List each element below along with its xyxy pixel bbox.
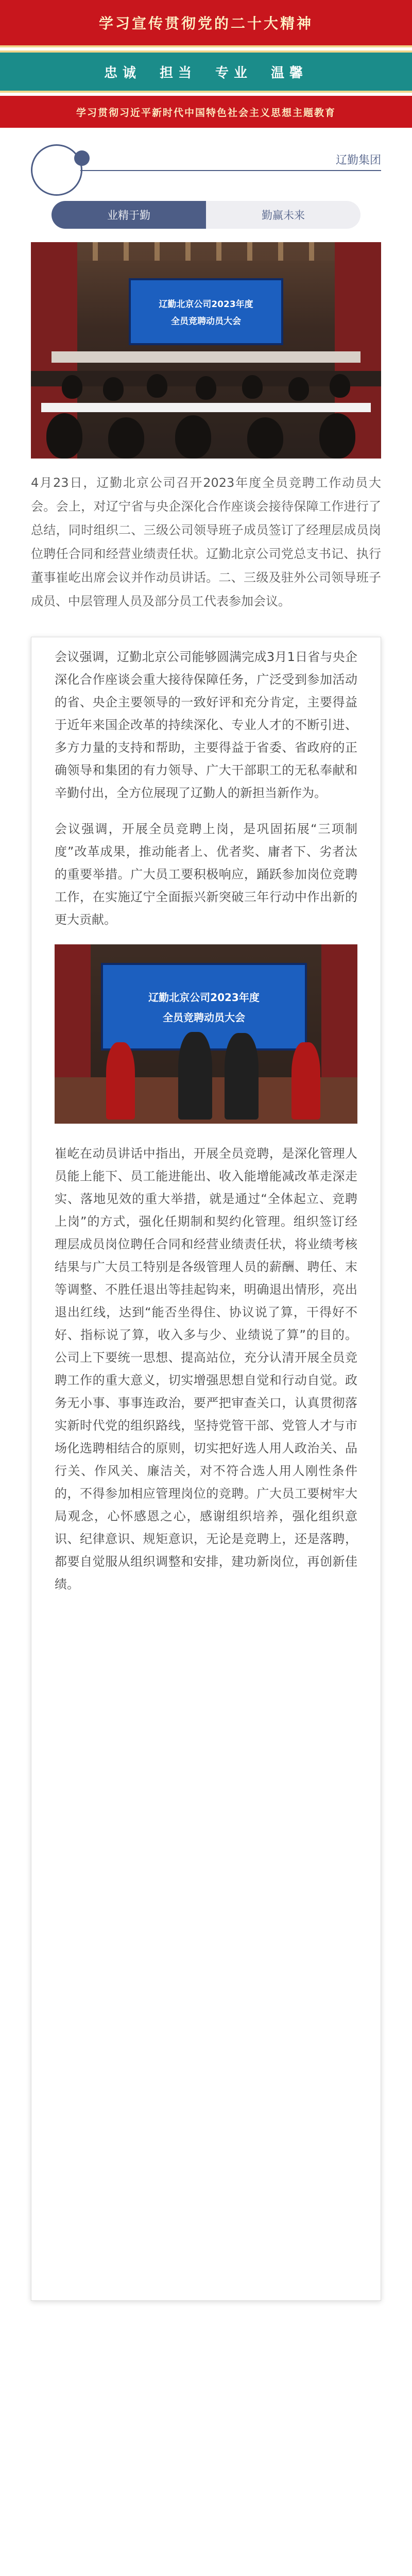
attendee [147,374,167,398]
org-name: 辽勤集团 [335,154,381,167]
banner-slogan: 忠诚 担当 专业 温馨 [0,50,412,93]
tab-qin-ying-wei-lai[interactable]: 勤赢未来 [206,201,360,229]
intro-paragraph [31,471,381,613]
attendee [46,413,82,459]
screen-line-2: 全员竞聘动员大会 [171,316,241,327]
attendee [175,415,211,459]
article-paragraph-3: 崔屹在动员讲话中指出，开展全员竞聘，是深化管理人员能上能下、员工能进能出、收入能增能减改革走深走实、落地见效的重大举措，就是通过“全体起立、竞聘上岗”的方式，强化任期制和契约化管理。组织签订经理层成员岗位聘任合同和经营业绩责任状，将业绩考核结果与广大员工特别是各级管理人员的薪酬、聘任、末等调整、不胜任退出等挂起钩来，明确退出情形，亮出退出红线，达到“能否坐得住、协议说了算，干得好不好、指标说了算，收入多与少、业绩说了算”的目的。公司上下要统一思想、提高站位，充分认清开展全员竞聘工作的重大意义，切实增强思想自觉和行动自觉。政务无小事、事事连政治，要严把审查关口，认真贯彻落实新时代党的组织路线，坚持党管干部、党管人才与市场化选聘相结合的原则，切实把好选人用人政治关、品行关、作风关、廉洁关，对不符合选人用人刚性条件的，不得参加相应管理岗位的竞聘。广大员工要树牢大局观念，心怀感恩之心，感谢组织培养，强化组织意识、纪律意识、规矩意识，无论是竞聘上，还是落聘，都要自觉服从组织调整和安排，建功新岗位，再创新佳绩。 [55,1146,357,1591]
attendee [319,413,355,459]
stage-screen [129,278,283,345]
attendee [330,374,350,398]
attendee [103,377,124,401]
attendee [247,417,283,459]
org-circle-icon [31,144,82,196]
tab-bar [52,201,360,229]
attendee [196,376,216,400]
divider [80,170,381,171]
org-dot-icon [74,150,90,166]
signing-photo [55,944,357,1124]
attendee [242,375,263,399]
signer-person [178,1032,212,1120]
podium-table [52,351,360,363]
screen-line-1: 辽勤北京公司2023年度 [148,991,260,1004]
screen-line-2: 全员竞聘动员大会 [163,1011,245,1024]
host-person [291,1042,320,1120]
screen-line-1: 辽勤北京公司2023年度 [159,299,253,310]
article-paragraph-1: 会议强调，辽勤北京公司能够圆满完成3月1日省与央企深化合作座谈会重大接待保障任务，广泛受到参加活动的省、央企主要领导的一致好评和充分肯定，主要得益于近年来国企改革的持续深化、专业人才的不断引进、多方力量的支持和帮助，主要得益于省委、省政府的正确领导和集团的有力领导、广大干部职工的无私奉献和辛勤付出，全方位展现了辽勤人的新担当新作为。 [55,650,357,800]
banner-education-theme: 学习贯彻习近平新时代中国特色社会主义思想主题教育 [0,96,412,128]
article-paragraph-2: 会议强调，开展全员竞聘上岗，是巩固拓展“三项制度”改革成果，推动能者上、优者奖、庸者下、劣者汰的重要举措。广大员工要积极响应，踊跃参加岗位竞聘工作，在实施辽宁全面振兴新突破三年行动中作出新的更大贡献。 [55,822,357,927]
audience-desk [41,403,371,412]
attendee [288,377,309,401]
banner-theme-title: 学习宣传贯彻党的二十大精神 [0,0,412,47]
meeting-photo [31,242,381,459]
tab-ye-jing-yu-qin[interactable]: 业精于勤 [52,201,206,229]
intro-text: 4月23日，辽勤北京公司召开2023年度全员竞聘工作动员大会。会上，对辽宁省与央企深化合作座谈会接待保障工作进行了总结，同时组织二、三级公司领导班子成员签订了经理层成员岗位聘任合同和经营业绩责任状。辽勤北京公司党总支书记、执行董事崔屹出席会议并作动员讲话。二、三级及驻外公司领导班子成员、中层管理人员及部分员工代表参加会议。 [31,476,381,608]
attendee [108,417,144,459]
attendee [62,375,82,399]
org-header [31,140,381,201]
host-person [106,1042,135,1120]
signer-person [225,1033,259,1120]
article-card [31,637,381,2301]
ceiling-lights [31,242,381,261]
